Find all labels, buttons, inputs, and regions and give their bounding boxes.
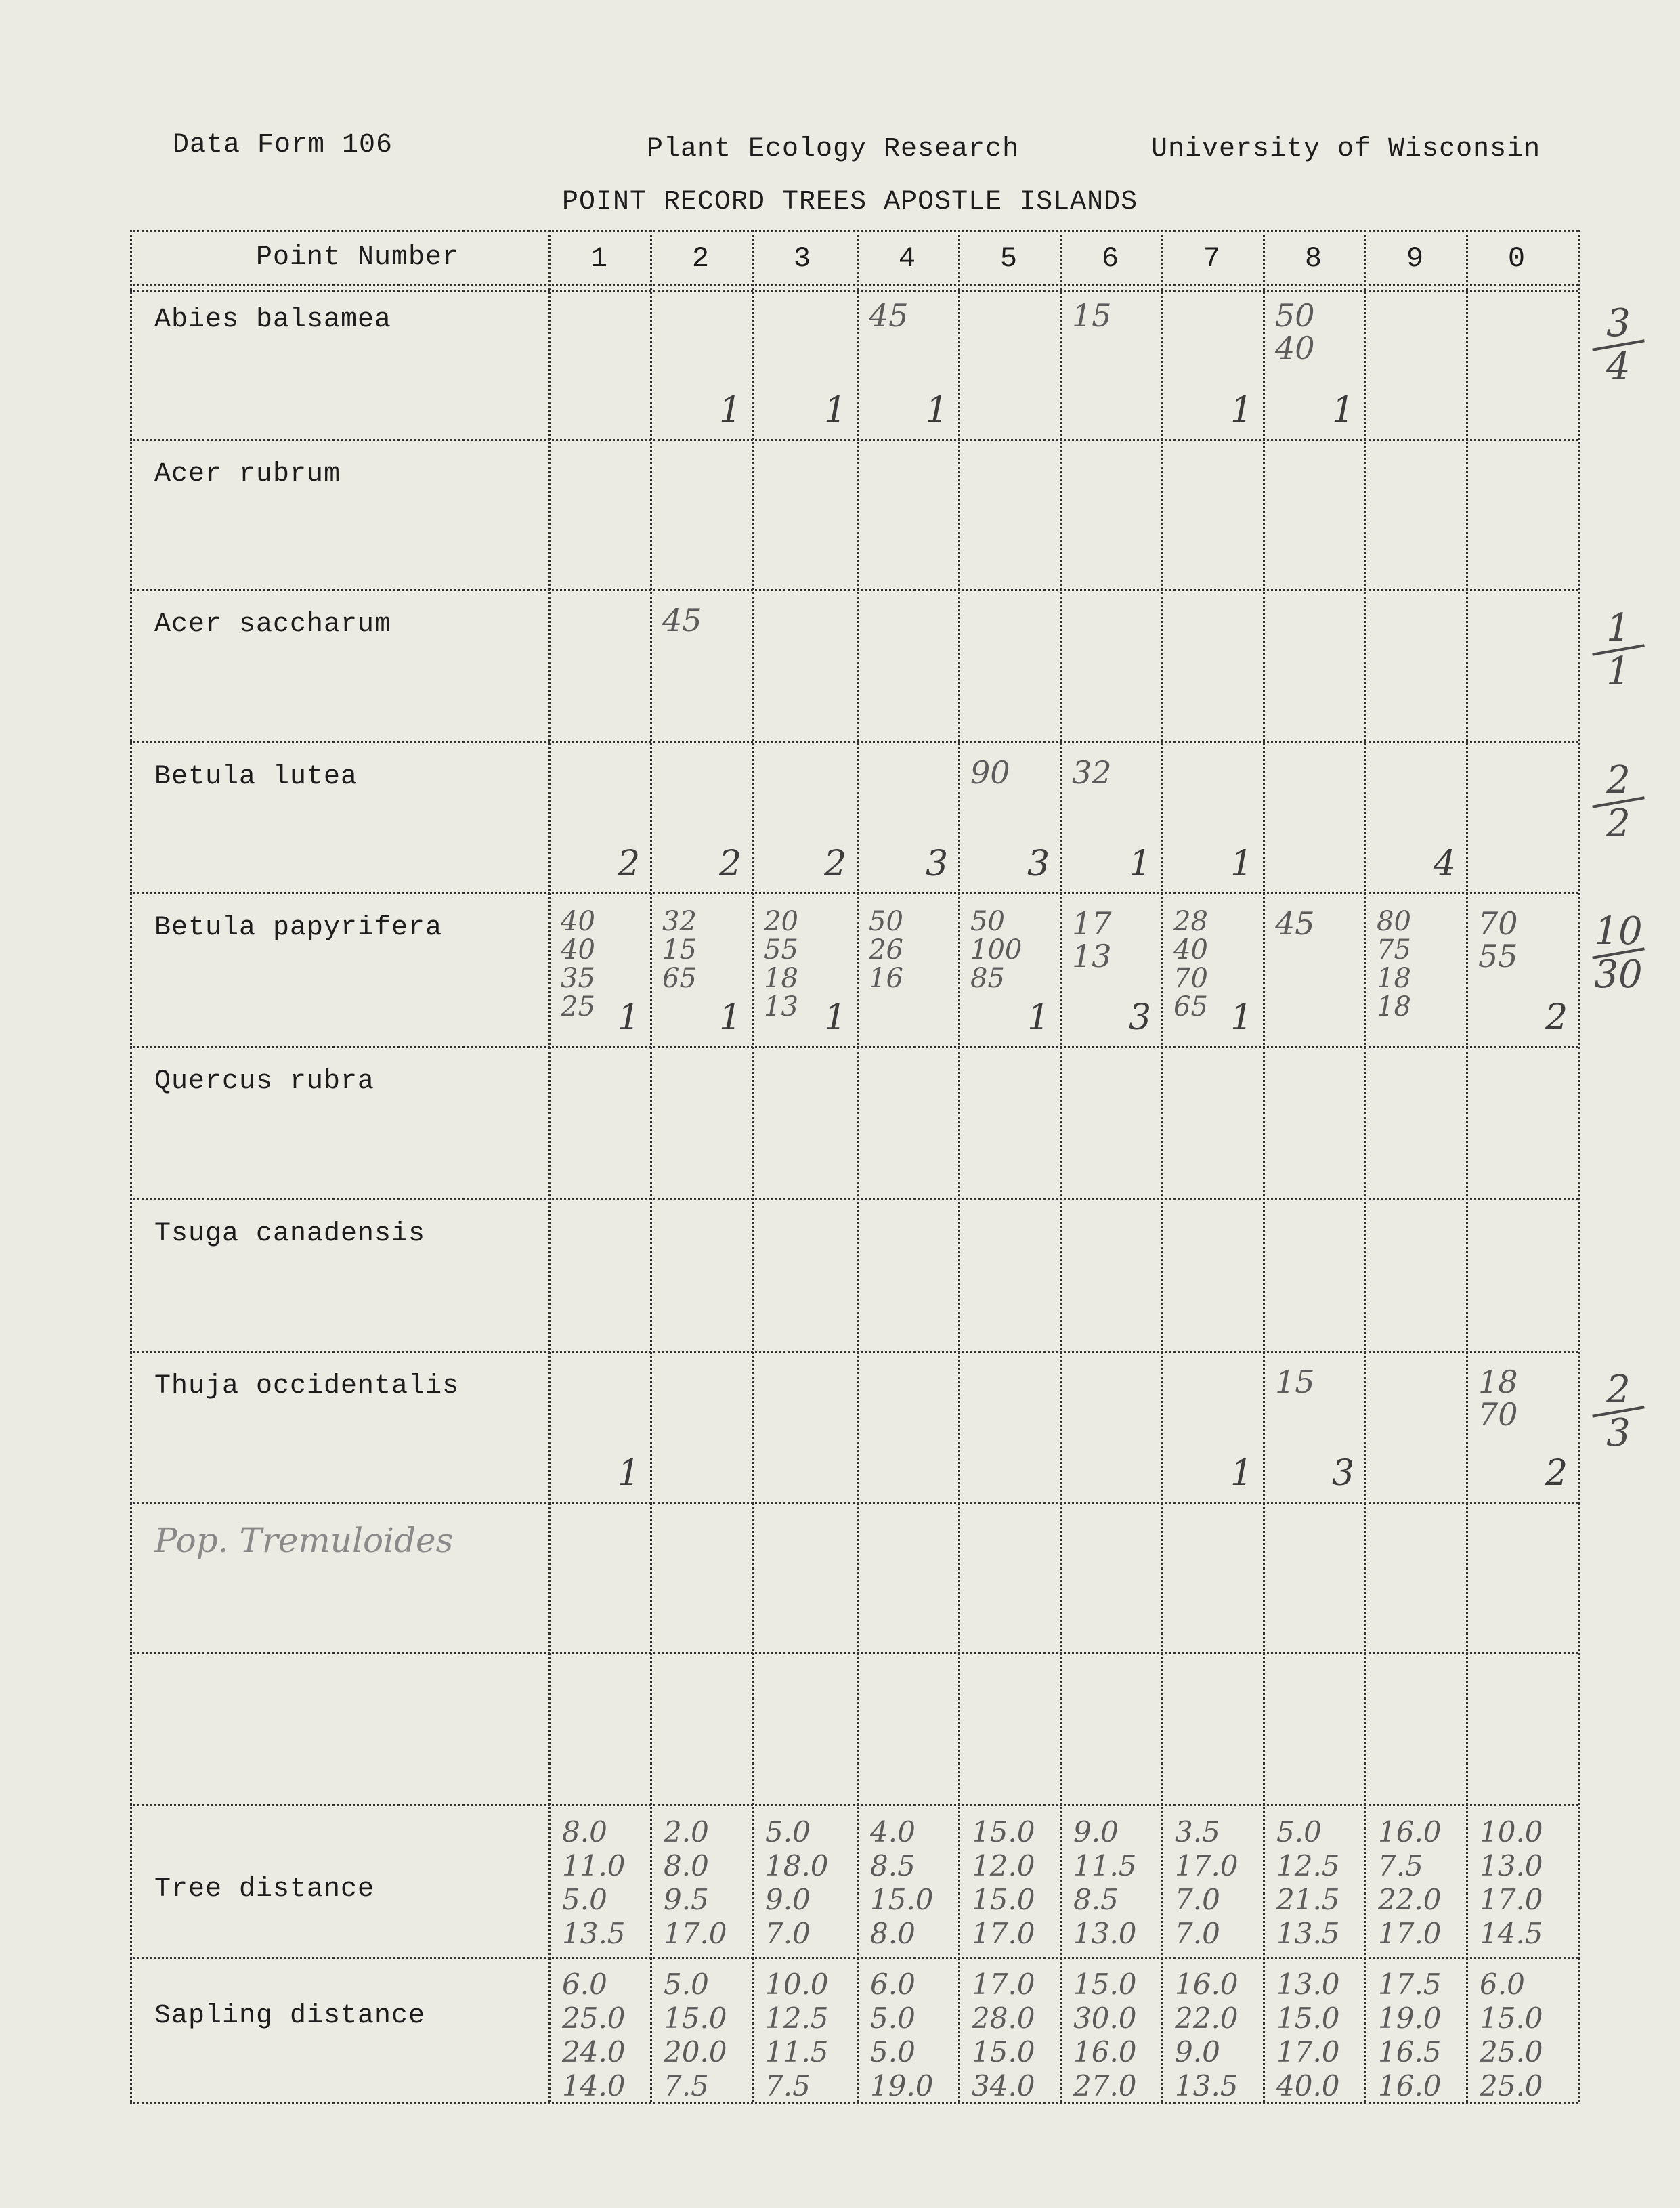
column-number-9: 9 bbox=[1406, 242, 1425, 275]
tree-count: 3 bbox=[926, 844, 949, 884]
tree-count: 2 bbox=[1545, 997, 1568, 1038]
column-number-5: 5 bbox=[999, 242, 1018, 275]
tree-diameter-cell: 18 70 bbox=[1478, 1364, 1518, 1433]
column-number-7: 7 bbox=[1203, 242, 1222, 275]
tree-count: 1 bbox=[824, 997, 847, 1038]
margin-denominator: 3 bbox=[1606, 1411, 1631, 1455]
margin-denominator: 30 bbox=[1594, 953, 1643, 997]
tree-count: 1 bbox=[618, 1453, 641, 1494]
margin-numerator: 2 bbox=[1606, 758, 1631, 802]
tree-count: 1 bbox=[1230, 1453, 1253, 1494]
species-label: Quercus rubra bbox=[154, 1066, 375, 1097]
column-number-4: 4 bbox=[898, 242, 917, 275]
margin-tally bbox=[1588, 909, 1649, 997]
tree-count: 1 bbox=[824, 390, 847, 431]
tree-distance-cell: 16.0 7.5 22.0 17.0 bbox=[1378, 1815, 1442, 1950]
tree-diameter-cell: 70 55 bbox=[1478, 905, 1518, 974]
grid-vline bbox=[1263, 230, 1265, 2102]
tree-count: 2 bbox=[719, 844, 742, 884]
column-number-3: 3 bbox=[793, 242, 812, 275]
grid-hline bbox=[130, 1804, 1578, 1806]
grid-hline bbox=[130, 1652, 1578, 1654]
margin-denominator: 4 bbox=[1606, 345, 1631, 389]
grid-hline bbox=[130, 230, 1578, 232]
species-label: Tsuga canadensis bbox=[154, 1219, 426, 1249]
tree-diameter-cell: 17 13 bbox=[1072, 905, 1112, 974]
grid-vline bbox=[1060, 230, 1062, 2102]
tree-diameter-cell: 45 bbox=[869, 297, 909, 334]
tree-diameter-cell: 50 26 16 bbox=[869, 906, 903, 994]
tree-count: 3 bbox=[1332, 1453, 1355, 1494]
margin-tally bbox=[1588, 606, 1649, 693]
tree-diameter-cell: 32 15 65 bbox=[662, 906, 697, 994]
university-name: University of Wisconsin bbox=[1151, 134, 1541, 165]
tree-diameter-cell: 28 40 70 65 bbox=[1173, 906, 1208, 1022]
tree-distance-cell: 4.0 8.5 15.0 8.0 bbox=[870, 1815, 934, 1950]
tree-count: 4 bbox=[1434, 844, 1457, 884]
grid-hline bbox=[130, 1351, 1578, 1353]
tree-count: 1 bbox=[1332, 390, 1355, 431]
tree-count: 1 bbox=[1129, 844, 1152, 884]
grid-hline bbox=[130, 1502, 1578, 1504]
sapling-distance-cell: 17.0 28.0 15.0 34.0 bbox=[972, 1968, 1035, 2102]
species-label: Acer saccharum bbox=[154, 609, 392, 640]
tree-diameter-cell: 45 bbox=[662, 602, 702, 638]
tree-count: 1 bbox=[719, 997, 742, 1038]
sapling-distance-cell: 13.0 15.0 17.0 40.0 bbox=[1276, 1968, 1340, 2102]
grid-hline bbox=[130, 589, 1578, 591]
sapling-distance-cell: 10.0 12.5 11.5 7.5 bbox=[765, 1968, 829, 2102]
grid-hline bbox=[130, 1957, 1578, 1959]
grid-vline bbox=[1161, 230, 1163, 2102]
margin-tally bbox=[1588, 758, 1649, 846]
tree-distance-cell: 9.0 11.5 8.5 13.0 bbox=[1073, 1815, 1137, 1950]
species-label: Abies balsamea bbox=[154, 305, 392, 335]
tree-count: 2 bbox=[618, 844, 641, 884]
margin-numerator: 10 bbox=[1594, 909, 1643, 953]
form-number: Data Form 106 bbox=[173, 130, 393, 160]
species-label: Acer rubrum bbox=[154, 459, 341, 490]
grid-hline bbox=[130, 892, 1578, 894]
grid-vline bbox=[1466, 230, 1468, 2102]
tree-count: 1 bbox=[719, 390, 742, 431]
species-label: Betula papyrifera bbox=[154, 913, 443, 943]
grid-vline bbox=[1578, 230, 1580, 2102]
grid-hline bbox=[130, 1198, 1578, 1200]
tree-count: 2 bbox=[824, 844, 847, 884]
grid-hline bbox=[130, 1046, 1578, 1048]
sapling-distance-cell: 17.5 19.0 16.5 16.0 bbox=[1378, 1968, 1442, 2102]
column-number-2: 2 bbox=[691, 242, 710, 275]
species-label: Pop. Tremuloides bbox=[154, 1521, 454, 1560]
tree-diameter-cell: 45 bbox=[1275, 905, 1315, 942]
tree-count: 1 bbox=[1027, 997, 1050, 1038]
grid-vline bbox=[650, 230, 652, 2102]
point-number-label: Point Number bbox=[256, 242, 460, 273]
tree-distance-label: Tree distance bbox=[154, 1874, 375, 1905]
sapling-distance-cell: 6.0 5.0 5.0 19.0 bbox=[870, 1968, 934, 2102]
tree-diameter-cell: 15 bbox=[1072, 297, 1112, 334]
grid-vline bbox=[1364, 230, 1366, 2102]
margin-tally bbox=[1588, 301, 1649, 389]
column-number-1: 1 bbox=[590, 242, 609, 275]
margin-numerator: 3 bbox=[1606, 301, 1631, 345]
grid-hline bbox=[130, 741, 1578, 743]
tree-distance-cell: 8.0 11.0 5.0 13.5 bbox=[562, 1815, 626, 1950]
tree-diameter-cell: 50 40 bbox=[1275, 297, 1315, 366]
sapling-distance-cell: 16.0 22.0 9.0 13.5 bbox=[1175, 1968, 1239, 2102]
grid-hline bbox=[130, 284, 1578, 286]
tree-diameter-cell: 40 40 35 25 bbox=[561, 906, 595, 1022]
margin-denominator: 2 bbox=[1606, 802, 1631, 846]
tree-diameter-cell: 15 bbox=[1275, 1364, 1315, 1400]
column-number-0: 0 bbox=[1507, 242, 1526, 275]
column-number-6: 6 bbox=[1101, 242, 1120, 275]
margin-numerator: 1 bbox=[1606, 606, 1631, 650]
margin-tally bbox=[1588, 1368, 1649, 1455]
grid-hline bbox=[130, 290, 1578, 292]
tree-diameter-cell: 50 100 85 bbox=[970, 906, 1022, 994]
column-number-8: 8 bbox=[1304, 242, 1323, 275]
grid-vline bbox=[857, 230, 859, 2102]
margin-denominator: 1 bbox=[1606, 649, 1631, 693]
tree-distance-cell: 15.0 12.0 15.0 17.0 bbox=[972, 1815, 1035, 1950]
grid-vline bbox=[958, 230, 960, 2102]
tree-distance-cell: 5.0 18.0 9.0 7.0 bbox=[765, 1815, 829, 1950]
sapling-distance-cell: 5.0 15.0 20.0 7.5 bbox=[664, 1968, 727, 2102]
sapling-distance-label: Sapling distance bbox=[154, 2001, 426, 2031]
grid-vline bbox=[548, 230, 551, 2102]
tree-count: 1 bbox=[618, 997, 641, 1038]
tree-diameter-cell: 32 bbox=[1072, 754, 1112, 791]
tree-count: 2 bbox=[1545, 1453, 1568, 1494]
form-subtitle: POINT RECORD TREES APOSTLE ISLANDS bbox=[562, 187, 1138, 217]
sapling-distance-cell: 15.0 30.0 16.0 27.0 bbox=[1073, 1968, 1137, 2102]
tree-count: 3 bbox=[1129, 997, 1152, 1038]
tree-count: 1 bbox=[1230, 997, 1253, 1038]
tree-distance-cell: 10.0 13.0 17.0 14.5 bbox=[1480, 1815, 1543, 1950]
tree-distance-cell: 5.0 12.5 21.5 13.5 bbox=[1276, 1815, 1340, 1950]
tree-distance-cell: 2.0 8.0 9.5 17.0 bbox=[664, 1815, 727, 1950]
tree-diameter-cell: 80 75 18 18 bbox=[1377, 906, 1411, 1022]
grid-hline bbox=[130, 2102, 1578, 2104]
grid-vline bbox=[752, 230, 754, 2102]
sapling-distance-cell: 6.0 25.0 24.0 14.0 bbox=[562, 1968, 626, 2102]
tree-count: 3 bbox=[1027, 844, 1050, 884]
sapling-distance-cell: 6.0 15.0 25.0 25.0 bbox=[1480, 1968, 1543, 2102]
tree-count: 1 bbox=[1230, 844, 1253, 884]
margin-numerator: 2 bbox=[1606, 1368, 1631, 1412]
grid-vline bbox=[130, 230, 132, 2102]
tree-count: 1 bbox=[926, 390, 949, 431]
species-label: Thuja occidentalis bbox=[154, 1371, 460, 1402]
species-label: Betula lutea bbox=[154, 762, 358, 792]
form-title: Plant Ecology Research bbox=[647, 134, 1020, 165]
grid-hline bbox=[130, 439, 1578, 441]
tree-diameter-cell: 90 bbox=[970, 754, 1010, 791]
tree-count: 1 bbox=[1230, 390, 1253, 431]
tree-diameter-cell: 20 55 18 13 bbox=[764, 906, 798, 1022]
tree-distance-cell: 3.5 17.0 7.0 7.0 bbox=[1175, 1815, 1239, 1950]
